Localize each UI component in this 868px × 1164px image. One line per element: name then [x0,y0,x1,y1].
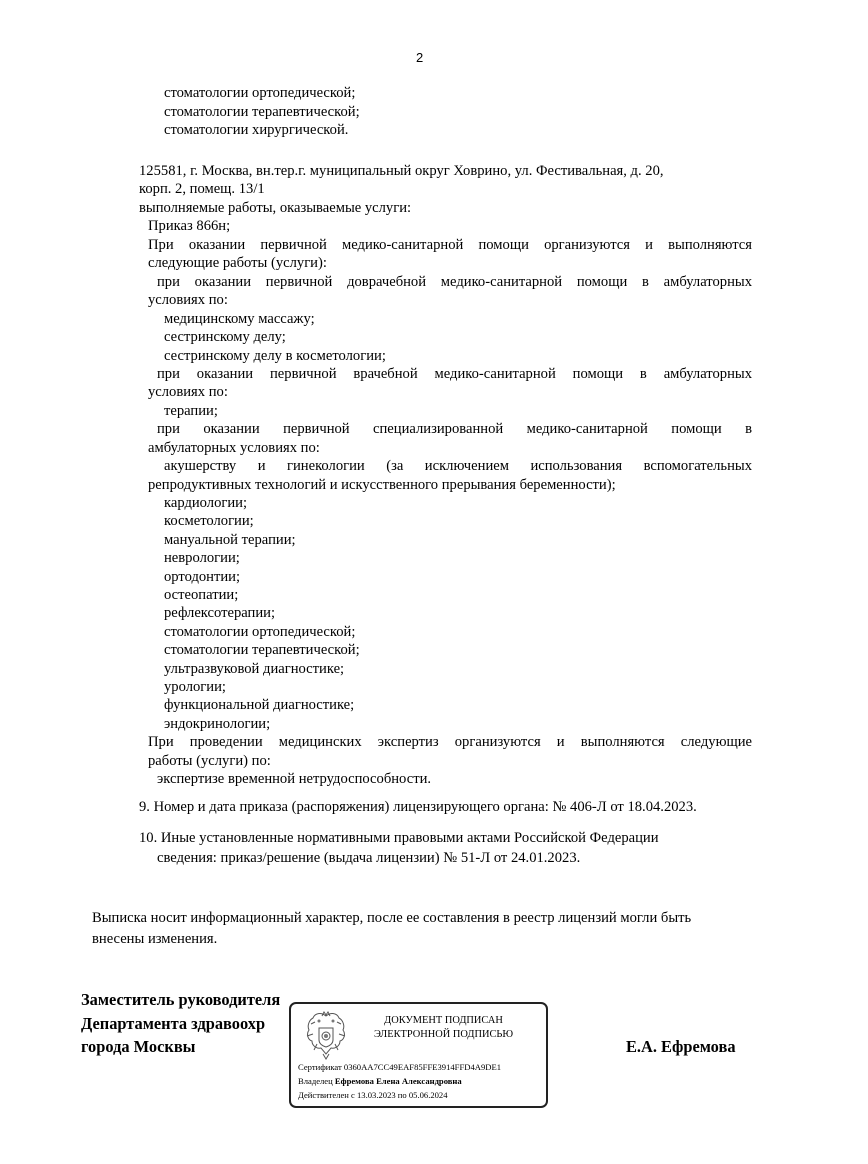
stamp-heading-line: ДОКУМЕНТ ПОДПИСАН [384,1015,503,1026]
paragraph-line: амбулаторных условиях по: [148,440,320,456]
page-number: 2 [416,50,424,65]
owner-name: Ефремова Елена Александровна [334,1076,462,1086]
signature-title: Заместитель руководителя [81,990,281,1009]
list-item: ортодонтии; [164,569,241,585]
notice-text: Выписка носит информационный характер, после ее составления в реестр лицензий могли быть [92,910,692,926]
paragraph-line: следующие работы (услуги): [148,255,327,271]
list-item: стоматологии хирургической. [164,122,349,138]
address-line: 125581, г. Москва, вн.тер.г. муниципальный округ Ховрино, ул. Фестивальная, д. 20, [139,163,664,179]
works-heading: выполняемые работы, оказываемые услуги: [139,200,412,216]
stamp-heading-line: ЭЛЕКТРОННОЙ ПОДПИСЬЮ [373,1029,514,1040]
item-10: 10. Иные установленные нормативными правовыми актами Российской Федерации [139,830,659,846]
list-item: урологии; [164,679,226,695]
signatory-name: Е.А. Ефремова [626,1037,736,1056]
list-item: терапии; [164,403,218,419]
item-9: 9. Номер и дата приказа (распоряжения) лицензирующего органа: № 406-Л от 18.04.2023. [139,799,697,815]
list-item: рефлексотерапии; [164,605,276,621]
paragraph-line: При оказании первичной медико-санитарной помощи организуются и выполняются [148,237,752,253]
list-item: сестринскому делу в косметологии; [164,348,386,364]
paragraph-line: работы (услуги) по: [148,753,271,769]
list-item: кардиологии; [164,495,248,511]
paragraph-line: при оказании первичной врачебной медико-санитарной помощи в амбулаторных [157,366,752,382]
list-item: медицинскому массажу; [164,311,315,327]
stamp-heading [351,1014,536,1042]
list-item: экспертизе временной нетрудоспособности. [157,771,432,787]
list-item: стоматологии ортопедической; [164,624,356,640]
list-item: неврологии; [164,550,240,566]
signature-title: Департамента здравоохр [81,1014,266,1033]
list-item: стоматологии терапевтической; [164,642,360,658]
list-item: стоматологии ортопедической; [164,85,356,101]
paragraph-line: при оказании первичной доврачебной медико-санитарной помощи в амбулаторных [157,274,752,290]
list-item: ультразвуковой диагностике; [164,661,345,677]
list-item: мануальной терапии; [164,532,296,548]
paragraph-line: условиях по: [148,292,228,308]
list-item: эндокринологии; [164,716,271,732]
coat-of-arms-icon [303,1010,349,1062]
electronic-signature-stamp [289,1002,548,1108]
signature-title: города Москвы [81,1037,196,1056]
paragraph-line: условиях по: [148,384,228,400]
item-10-continuation: сведения: приказ/решение (выдача лицензии) № 51-Л от 24.01.2023. [157,850,581,866]
list-item: сестринскому делу; [164,329,286,345]
list-item: функциональной диагностике; [164,697,355,713]
owner-label: Владелец [298,1076,333,1086]
paragraph-line: репродуктивных технологий и искусственного прерывания беременности); [148,477,616,493]
list-item: стоматологии терапевтической; [164,104,360,120]
order-text: Приказ 866н; [148,218,231,234]
certificate-number: Сертификат 0360AA7CC49EAF85FFE3914FFD4A9DE1 [298,1062,501,1072]
list-item: косметологии; [164,513,254,529]
paragraph-line: При проведении медицинских экспертиз организуются и выполняются следующие [148,734,752,750]
address-line: корп. 2, помещ. 13/1 [139,181,265,197]
paragraph-line: акушерству и гинекологии (за исключением использования вспомогательных [164,458,752,474]
certificate-validity: Действителен с 13.03.2023 по 05.06.2024 [298,1090,448,1100]
paragraph-line: при оказании первичной специализированной медико-санитарной помощи в [157,421,752,437]
list-item: остеопатии; [164,587,239,603]
certificate-owner [298,1076,462,1087]
notice-text: внесены изменения. [92,931,218,947]
